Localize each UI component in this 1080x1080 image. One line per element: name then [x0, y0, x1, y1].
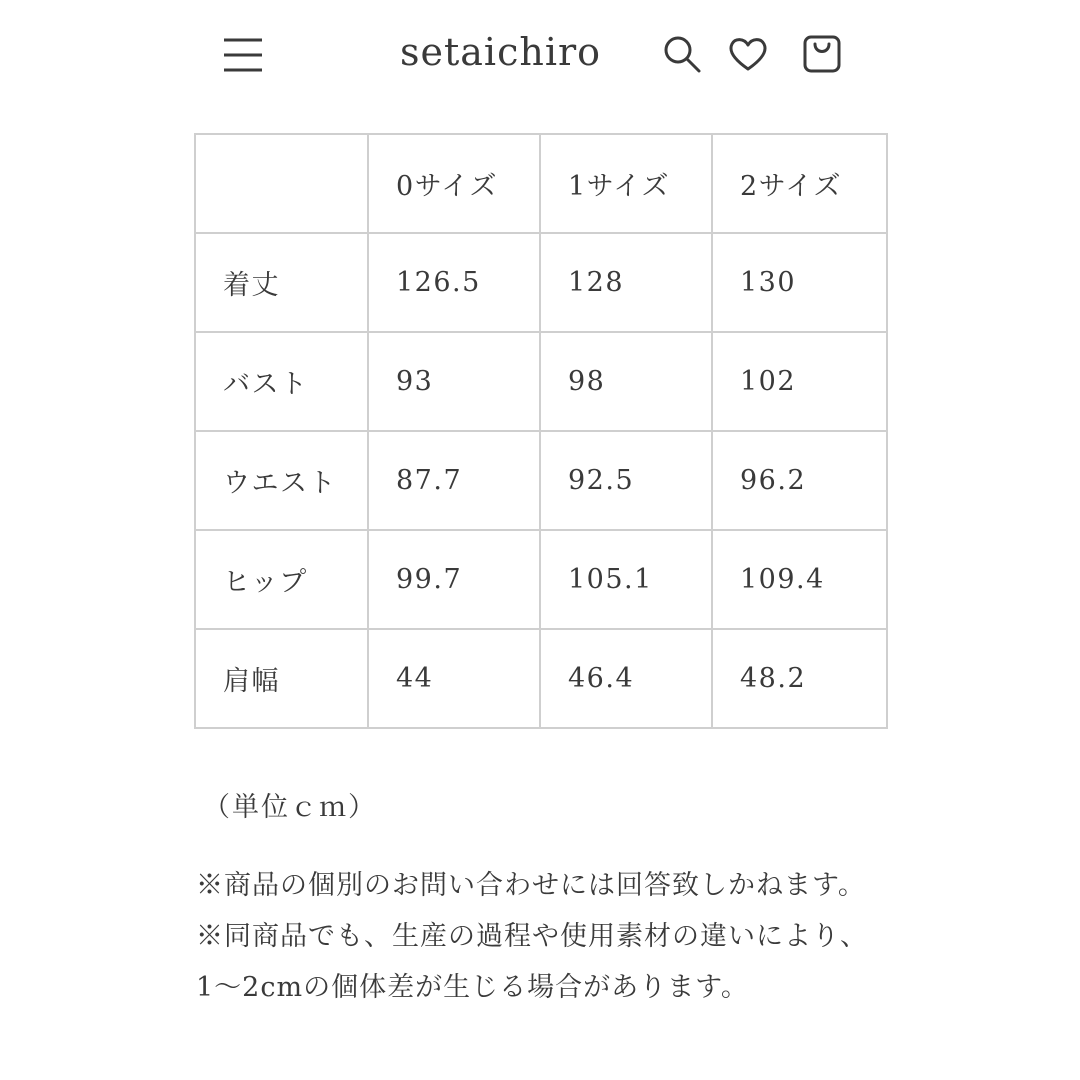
- table-cell: 126.5: [368, 233, 540, 332]
- table-header-row: [195, 134, 887, 233]
- hamburger-menu-icon: [222, 34, 264, 76]
- shopping-bag-icon: [800, 32, 844, 76]
- wishlist-button[interactable]: [726, 32, 770, 76]
- cart-button[interactable]: [800, 32, 844, 76]
- table-cell: 92.5: [540, 431, 712, 530]
- table-cell: 46.4: [540, 629, 712, 728]
- row-label: バスト: [195, 332, 368, 431]
- table-row: [195, 629, 887, 728]
- table-row: [195, 530, 887, 629]
- notes: [196, 860, 876, 1013]
- table-cell: 105.1: [540, 530, 712, 629]
- row-label: 肩幅: [195, 629, 368, 728]
- header-cell: 0サイズ: [368, 134, 540, 233]
- table-row: [195, 431, 887, 530]
- search-button[interactable]: [660, 32, 704, 76]
- table-row: [195, 233, 887, 332]
- table-cell: 98: [540, 332, 712, 431]
- menu-button[interactable]: [222, 34, 264, 76]
- heart-icon: [726, 32, 770, 76]
- table-cell: 109.4: [712, 530, 887, 629]
- header-cell: 1サイズ: [540, 134, 712, 233]
- table-cell: 48.2: [712, 629, 887, 728]
- header-cell: [195, 134, 368, 233]
- table-cell: 128: [540, 233, 712, 332]
- note-text: ※同商品でも、生産の過程や使用素材の違いにより、1〜2cmの個体差が生じる場合があります。: [196, 921, 868, 1003]
- size-table: [194, 133, 888, 729]
- table-row: [195, 332, 887, 431]
- search-icon: [660, 32, 704, 76]
- row-label: 着丈: [195, 233, 368, 332]
- row-label: ヒップ: [195, 530, 368, 629]
- table-cell: 96.2: [712, 431, 887, 530]
- site-header: [0, 0, 1080, 110]
- brand-logo[interactable]: setaichiro: [400, 30, 602, 74]
- row-label: ウエスト: [195, 431, 368, 530]
- table-cell: 99.7: [368, 530, 540, 629]
- table-cell: 102: [712, 332, 887, 431]
- table-cell: 130: [712, 233, 887, 332]
- table-cell: 93: [368, 332, 540, 431]
- table-cell: 87.7: [368, 431, 540, 530]
- header-cell: 2サイズ: [712, 134, 887, 233]
- table-cell: 44: [368, 629, 540, 728]
- unit-note: （単位ｃｍ）: [203, 792, 377, 823]
- note-text: ※商品の個別のお問い合わせには回答致しかねます。: [196, 870, 866, 901]
